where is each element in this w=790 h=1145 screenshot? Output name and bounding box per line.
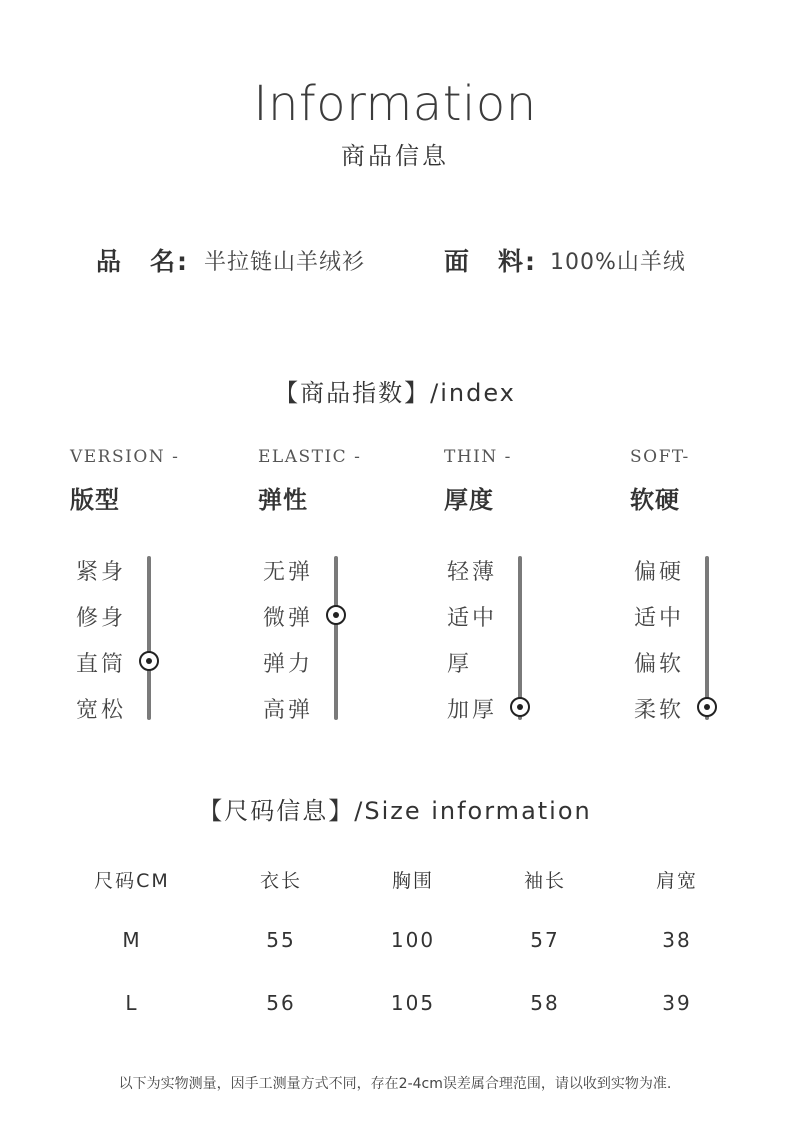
index-level-label: 偏硬 xyxy=(634,560,685,585)
index-level-label: 微弹 xyxy=(263,606,314,631)
size-table-cell: 38 xyxy=(662,928,692,952)
index-scale-bar xyxy=(334,556,338,720)
size-table-cell: 58 xyxy=(530,991,560,1015)
index-column-zh-label: 版型 xyxy=(70,486,120,514)
size-table-header: 尺码CM xyxy=(94,870,170,892)
index-column-en-label: ELASTIC - xyxy=(258,447,362,467)
index-level-label: 紧身 xyxy=(76,560,127,585)
index-level-label: 适中 xyxy=(447,606,498,631)
product-name-value: 半拉链山羊绒衫 xyxy=(204,250,366,275)
size-table-cell: M xyxy=(122,928,142,952)
size-table-header: 袖长 xyxy=(523,870,566,892)
size-table-cell: 57 xyxy=(530,928,560,952)
size-table-cell: 105 xyxy=(390,991,436,1015)
index-level-label: 直筒 xyxy=(76,652,127,677)
size-table-header: 衣长 xyxy=(259,870,302,892)
index-level-label: 加厚 xyxy=(447,698,498,723)
size-table-cell: L xyxy=(125,991,139,1015)
page-subtitle: 商品信息 xyxy=(341,142,449,170)
measurement-footnote: 以下为实物测量，因手工测量方式不同，存在2-4cm误差属合理范围，请以收到实物为准. xyxy=(118,1076,672,1092)
size-table-header: 胸围 xyxy=(391,870,434,892)
size-table-cell: 55 xyxy=(266,928,296,952)
index-level-label: 弹力 xyxy=(263,652,314,677)
index-column-en-label: VERSION - xyxy=(70,447,180,467)
index-level-label: 适中 xyxy=(634,606,685,631)
product-name-label: 品 名: xyxy=(96,247,189,276)
page-title: Information xyxy=(253,76,537,132)
index-column-zh-label: 软硬 xyxy=(630,486,680,514)
index-scale-bar xyxy=(518,556,522,720)
material-value: 100%山羊绒 xyxy=(550,250,686,275)
index-column-en-label: SOFT- xyxy=(630,447,690,467)
size-table-cell: 56 xyxy=(266,991,296,1015)
index-level-label: 修身 xyxy=(76,606,127,631)
index-level-label: 柔软 xyxy=(634,698,685,723)
index-scale-bar xyxy=(705,556,709,720)
size-table-cell: 39 xyxy=(662,991,692,1015)
selected-level-marker xyxy=(510,697,530,717)
index-level-label: 宽松 xyxy=(76,698,127,723)
material-label: 面 料: xyxy=(444,247,537,276)
size-section-title: 【尺码信息】/Size information xyxy=(198,797,592,825)
index-column-en-label: THIN - xyxy=(444,447,512,467)
index-section-title: 【商品指数】/index xyxy=(274,379,516,407)
selected-level-marker xyxy=(326,605,346,625)
size-table-cell: 100 xyxy=(390,928,436,952)
index-level-label: 厚 xyxy=(447,652,473,677)
index-level-label: 高弹 xyxy=(263,698,314,723)
selected-level-marker xyxy=(697,697,717,717)
index-level-label: 无弹 xyxy=(263,560,314,585)
index-column-zh-label: 厚度 xyxy=(444,486,494,514)
selected-level-marker xyxy=(139,651,159,671)
index-column-zh-label: 弹性 xyxy=(258,486,308,514)
index-level-label: 偏软 xyxy=(634,652,685,677)
index-level-label: 轻薄 xyxy=(447,560,498,585)
size-table-header: 肩宽 xyxy=(655,870,698,892)
index-scale-bar xyxy=(147,556,151,720)
